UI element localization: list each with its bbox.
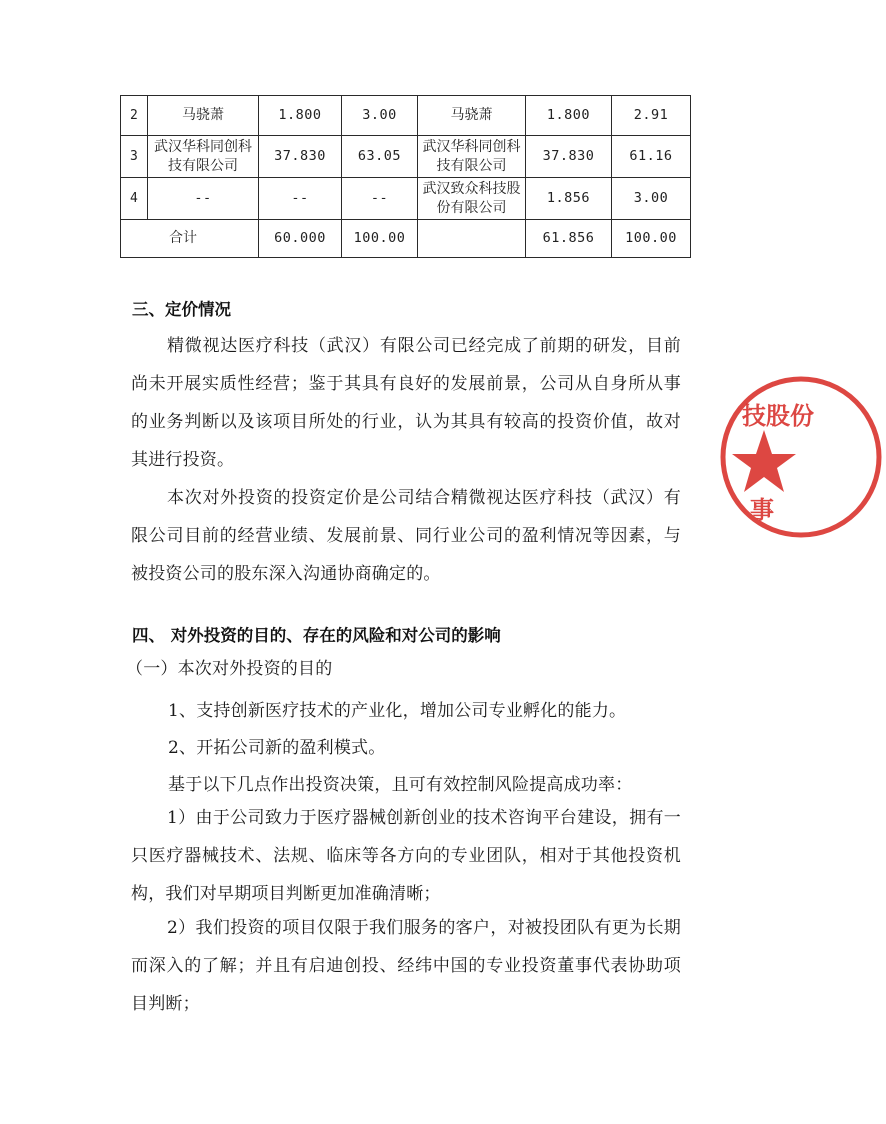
shareholder-before: 马骁萧 — [148, 96, 259, 136]
row-index: 3 — [121, 136, 148, 178]
pct-before: -- — [342, 178, 418, 220]
amount-after: 1.856 — [526, 178, 612, 220]
shareholder-before: 武汉华科同创科技有限公司 — [148, 136, 259, 178]
table-row — [121, 136, 691, 178]
pricing-paragraph-1: 精微视达医疗科技（武汉）有限公司已经完成了前期的研发，目前尚未开展实质性经营；鉴于其具有良好的发展前景，公司从自身所从事的业务判断以及该项目所处的行业，认为其具有较高的投资价值，故对其进行投资。 — [131, 336, 681, 470]
seal-text-bottom: 事 — [750, 496, 774, 524]
amount-before: 1.800 — [259, 96, 342, 136]
shareholder-after: 马骁萧 — [418, 96, 526, 136]
decision-basis: 基于以下几点作出投资决策，且可有效控制风险提高成功率： — [168, 775, 633, 795]
amount-after: 1.800 — [526, 96, 612, 136]
pct-after: 61.16 — [612, 136, 691, 178]
total-pct-before: 100.00 — [342, 220, 418, 258]
basis-point-1: 1）由于公司致力于医疗器械创新创业的技术咨询平台建设，拥有一只医疗器械技术、法规、临床等各方向的专业团队，相对于其他投资机构，我们对早期项目判断更加准确清晰； — [131, 808, 681, 904]
pricing-paragraph-2: 本次对外投资的投资定价是公司结合精微视达医疗科技（武汉）有限公司目前的经营业绩、发展前景、同行业公司的盈利情况等因素，与被投资公司的股东深入沟通协商确定的。 — [131, 488, 681, 584]
total-label: 合计 — [121, 220, 259, 258]
shareholder-after: 武汉华科同创科技有限公司 — [418, 136, 526, 178]
purpose-item-1: 1、支持创新医疗技术的产业化，增加公司专业孵化的能力。 — [168, 701, 627, 721]
table-row — [121, 96, 691, 136]
basis-point-2: 2）我们投资的项目仅限于我们服务的客户，对被投团队有更为长期而深入的了解；并且有启迪创投、经纬中国的专业投资董事代表协助项目判断； — [131, 918, 681, 1014]
amount-before: 37.830 — [259, 136, 342, 178]
seal-text-top: 技股份 — [742, 402, 814, 430]
total-empty-cell — [418, 220, 526, 258]
pct-after: 2.91 — [612, 96, 691, 136]
section-heading-purpose: 四、 对外投资的目的、存在的风险和对公司的影响 — [132, 626, 501, 645]
section-heading-pricing: 三、定价情况 — [132, 300, 231, 319]
seal-star-icon — [732, 430, 796, 492]
table-row — [121, 178, 691, 220]
purpose-item-2: 2、开拓公司新的盈利模式。 — [168, 738, 386, 758]
subsection-heading: （一）本次对外投资的目的 — [126, 659, 333, 679]
amount-after: 37.830 — [526, 136, 612, 178]
pct-before: 63.05 — [342, 136, 418, 178]
shareholder-after: 武汉致众科技股份有限公司 — [418, 178, 526, 220]
amount-before: -- — [259, 178, 342, 220]
shareholder-before: -- — [148, 178, 259, 220]
company-seal-stamp — [716, 372, 886, 542]
table-total-row — [121, 220, 691, 258]
total-amount-before: 60.000 — [259, 220, 342, 258]
row-index: 2 — [121, 96, 148, 136]
shareholding-table — [120, 95, 691, 258]
pct-before: 3.00 — [342, 96, 418, 136]
row-index: 4 — [121, 178, 148, 220]
total-amount-after: 61.856 — [526, 220, 612, 258]
total-pct-after: 100.00 — [612, 220, 691, 258]
pct-after: 3.00 — [612, 178, 691, 220]
